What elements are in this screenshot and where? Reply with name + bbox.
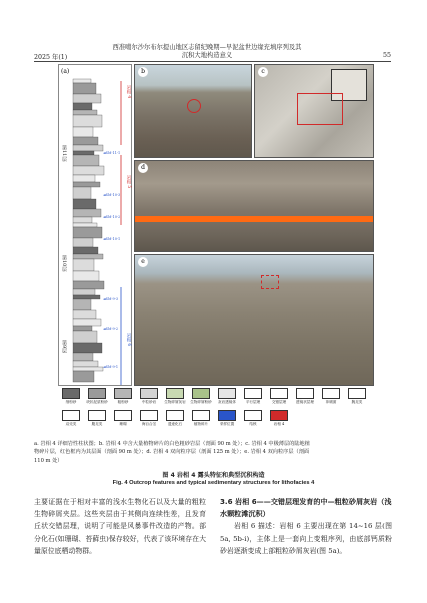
legend-item xyxy=(84,410,110,427)
lithofacies-label-mid: 岩相 5 xyxy=(126,175,131,189)
legend-label: 透镜状层理 xyxy=(296,400,314,404)
stratum-bed xyxy=(73,175,95,182)
stratum-bed xyxy=(73,182,100,187)
legend-item xyxy=(240,410,266,427)
header-rule xyxy=(34,61,391,62)
stratum-bed xyxy=(73,319,101,326)
legend-item xyxy=(84,388,110,405)
figure-title-cn: 图 4 岩相 4 露头特征和典型沉积构造 xyxy=(162,472,265,479)
stratum-bed xyxy=(73,151,94,155)
photo-e-outcrop xyxy=(134,254,374,386)
legend-label: 平行层理 xyxy=(245,400,261,404)
section-heading-3-6: 3.6 岩相 6——交错层理发育的中—粗粒砂屑灰岩（浅水颗粒滩沉积） xyxy=(220,497,392,519)
legend-label: 块状泥质粉砂 xyxy=(86,400,108,404)
stratum-bed xyxy=(73,137,98,145)
panel-label-d: d xyxy=(138,163,148,173)
legend-item xyxy=(136,410,162,427)
stratum-bed xyxy=(73,353,93,361)
stratum-bed xyxy=(73,79,91,83)
body-paragraph-left: 主要证据在于相对丰富的浅水生物化石以及大量的粗粒生物碎屑夹层。这些夹层由于其侧向连续性差，且发育丘状交错层理，说明了可能是风暴事件改造的产物。部分化石(如珊瑚、苔藓虫)保存较好，代表了该环境存在大量原位底栖动物群。 xyxy=(34,498,206,555)
panel-label-a: (a) xyxy=(61,68,70,75)
red-dashed-box xyxy=(261,275,279,289)
sample-label: ◄SM-9-2 xyxy=(103,327,119,331)
stratum-bed xyxy=(73,289,95,295)
legend-item xyxy=(162,388,188,405)
journal-article-title xyxy=(92,44,322,60)
stratum-bed xyxy=(73,166,104,175)
legend-swatch xyxy=(244,410,262,421)
unit-label-11: 第11层 xyxy=(61,145,67,162)
legend-swatch xyxy=(62,410,80,421)
panel-label-b: b xyxy=(138,67,148,77)
legend-item xyxy=(188,410,214,427)
panel-label-e: e xyxy=(138,257,148,267)
body-column-right xyxy=(220,496,392,557)
legend-swatch xyxy=(114,410,132,421)
sample-label: ◄SM-11-1 xyxy=(103,151,121,155)
stratum-bed xyxy=(73,299,91,310)
figure-title-en: Fig. 4 Outcrop features and typical sedimentary structures for lithofacies 4 xyxy=(112,480,315,486)
stratum-bed xyxy=(73,367,103,371)
figure-4 xyxy=(58,64,374,386)
stratum-bed xyxy=(73,271,99,281)
stratum-bed xyxy=(73,209,101,217)
photo-b-outcrop xyxy=(134,64,252,158)
page-number: 55 xyxy=(382,52,391,59)
legend-label: 植物碎片 xyxy=(193,422,209,426)
legend-label: 结核 xyxy=(249,422,257,426)
orange-bedding-line-d xyxy=(135,216,374,222)
stratum-bed xyxy=(73,326,92,331)
stratum-bed xyxy=(73,295,100,299)
stratum-bed xyxy=(73,217,92,223)
stratum-bed xyxy=(73,331,97,343)
legend-item xyxy=(110,388,136,405)
legend-item xyxy=(58,388,84,405)
figure-legend xyxy=(58,388,374,436)
legend-swatch xyxy=(192,410,210,421)
caption-line-2: 物碎片层，红色框内为其层面（剖面 90 m 处）；d. 岩相 4 双向粒序层（剖面 125 m 处）；e. 岩相 4 双向粒序层（剖面 xyxy=(34,449,310,456)
legend-swatch xyxy=(140,388,158,399)
legend-label: 海百合茎 xyxy=(141,422,157,426)
stratum-bed xyxy=(73,371,94,382)
unit-label-9: 第9层 xyxy=(61,340,67,354)
lithofacies-label-bottom: 岩相 6 xyxy=(126,333,131,347)
legend-label: 中粒砂岩 xyxy=(141,400,157,404)
legend-item xyxy=(266,410,292,427)
legend-swatch xyxy=(244,388,262,399)
legend-item xyxy=(136,388,162,405)
legend-swatch xyxy=(270,388,288,399)
legend-label: 采样位置 xyxy=(219,422,235,426)
legend-swatch xyxy=(114,388,132,399)
stratum-bed xyxy=(73,247,98,254)
legend-item xyxy=(266,388,292,405)
legend-label: 灰岩透镜体 xyxy=(218,400,236,404)
legend-label: 粗粉砂 xyxy=(117,400,129,404)
stratum-bed xyxy=(73,227,102,238)
legend-swatch xyxy=(88,410,106,421)
sample-label: ◄SM-9-1 xyxy=(103,365,119,369)
legend-item xyxy=(214,388,240,405)
sample-label: ◄SM-9-3 xyxy=(103,297,119,301)
header-title-line2: 沉积大地构造意义 xyxy=(181,52,233,59)
stratum-bed xyxy=(73,361,98,367)
stratum-bed xyxy=(73,310,96,319)
stratum-bed xyxy=(73,187,91,199)
stratum-bed xyxy=(73,110,97,115)
stratum-bed xyxy=(73,238,93,247)
unit-label-10: 第10层 xyxy=(61,255,67,272)
stratum-bed xyxy=(73,259,94,271)
stratum-bed xyxy=(73,145,103,151)
sample-label: ◄SM-10-1 xyxy=(103,237,121,241)
stratum-bed xyxy=(73,127,93,137)
legend-label: 腹足类 xyxy=(91,422,103,426)
sample-label: ◄SM-10-3 xyxy=(103,193,121,197)
legend-swatch xyxy=(218,410,236,421)
legend-swatch xyxy=(166,410,184,421)
legend-label: 细粉砂 xyxy=(65,400,77,404)
running-header xyxy=(0,0,427,62)
legend-label: 冲刷面 xyxy=(325,400,337,404)
stratum-bed xyxy=(73,343,102,353)
legend-swatch xyxy=(296,388,314,399)
legend-swatch xyxy=(140,410,158,421)
legend-label: 遗迹化石 xyxy=(167,422,183,426)
year-issue: 2025 年(1) xyxy=(34,54,68,61)
stratum-bed xyxy=(73,199,96,209)
stratum-bed xyxy=(73,83,96,94)
photo-d-bidirectional-grading xyxy=(134,160,374,252)
legend-item xyxy=(162,410,188,427)
stratum-bed xyxy=(73,103,92,110)
legend-label: 双壳类 xyxy=(65,422,77,426)
section-paragraph: 岩相 6 描述：岩相 6 主要出现在第 14~16 层(图 5a, 5b-i)，主体上是一套向上变粗序列，由底部钙质粉砂岩逐渐变成上部粗粒砂屑灰岩(图 5a)。 xyxy=(220,522,392,555)
panel-label-c: c xyxy=(258,67,268,77)
legend-swatch xyxy=(88,388,106,399)
legend-item xyxy=(318,388,344,405)
highlight-ring xyxy=(187,99,201,113)
stratum-bed xyxy=(73,254,103,259)
stratum-bed xyxy=(73,155,99,166)
stratum-bed xyxy=(73,281,104,289)
sample-label: ◄SM-10-2 xyxy=(103,215,121,219)
legend-label: 交错层理 xyxy=(271,400,287,404)
header-title-line1: 西准噶尔沙尔布尔提山地区志留纪晚期—早泥盆世边缘充填序列及其 xyxy=(112,44,302,51)
figure-caption-cn xyxy=(34,440,391,465)
stratum-bed xyxy=(73,94,101,103)
legend-item xyxy=(344,388,370,405)
legend-label: 生物碎屑粉砂 xyxy=(190,400,212,404)
legend-swatch xyxy=(218,388,236,399)
legend-swatch xyxy=(322,388,340,399)
legend-item xyxy=(188,388,214,405)
caption-line-3: 110 m 处） xyxy=(34,457,63,464)
red-box-bedding-surface xyxy=(297,93,343,125)
legend-swatch xyxy=(166,388,184,399)
legend-item xyxy=(58,410,84,427)
legend-swatch xyxy=(62,388,80,399)
legend-label: 岩相 4 xyxy=(273,422,285,426)
legend-item xyxy=(110,410,136,427)
stratum-bed xyxy=(73,223,97,227)
stratum-bed xyxy=(73,115,102,127)
legend-item xyxy=(240,388,266,405)
legend-label: 珊瑚 xyxy=(119,422,127,426)
lithofacies-label-top: 岩相 4 xyxy=(126,85,131,99)
legend-label: 生物碎屑灰岩 xyxy=(164,400,186,404)
legend-item xyxy=(214,410,240,427)
stratigraphic-column-panel xyxy=(58,64,132,386)
photo-c-plant-fragments xyxy=(254,64,374,158)
caption-line-1: a. 岩相 4 详细岩性柱状图；b. 岩相 4 中含大量植物碎片的白色粗砂岩层（剖面 90 m 处）；c. 岩相 4 中极薄层的陆地植 xyxy=(34,441,310,447)
legend-item xyxy=(292,388,318,405)
legend-swatch xyxy=(270,410,288,421)
stratigraphic-column-graphic xyxy=(59,65,133,387)
legend-label: 腕足类 xyxy=(351,400,363,404)
legend-swatch xyxy=(192,388,210,399)
legend-swatch xyxy=(348,388,366,399)
